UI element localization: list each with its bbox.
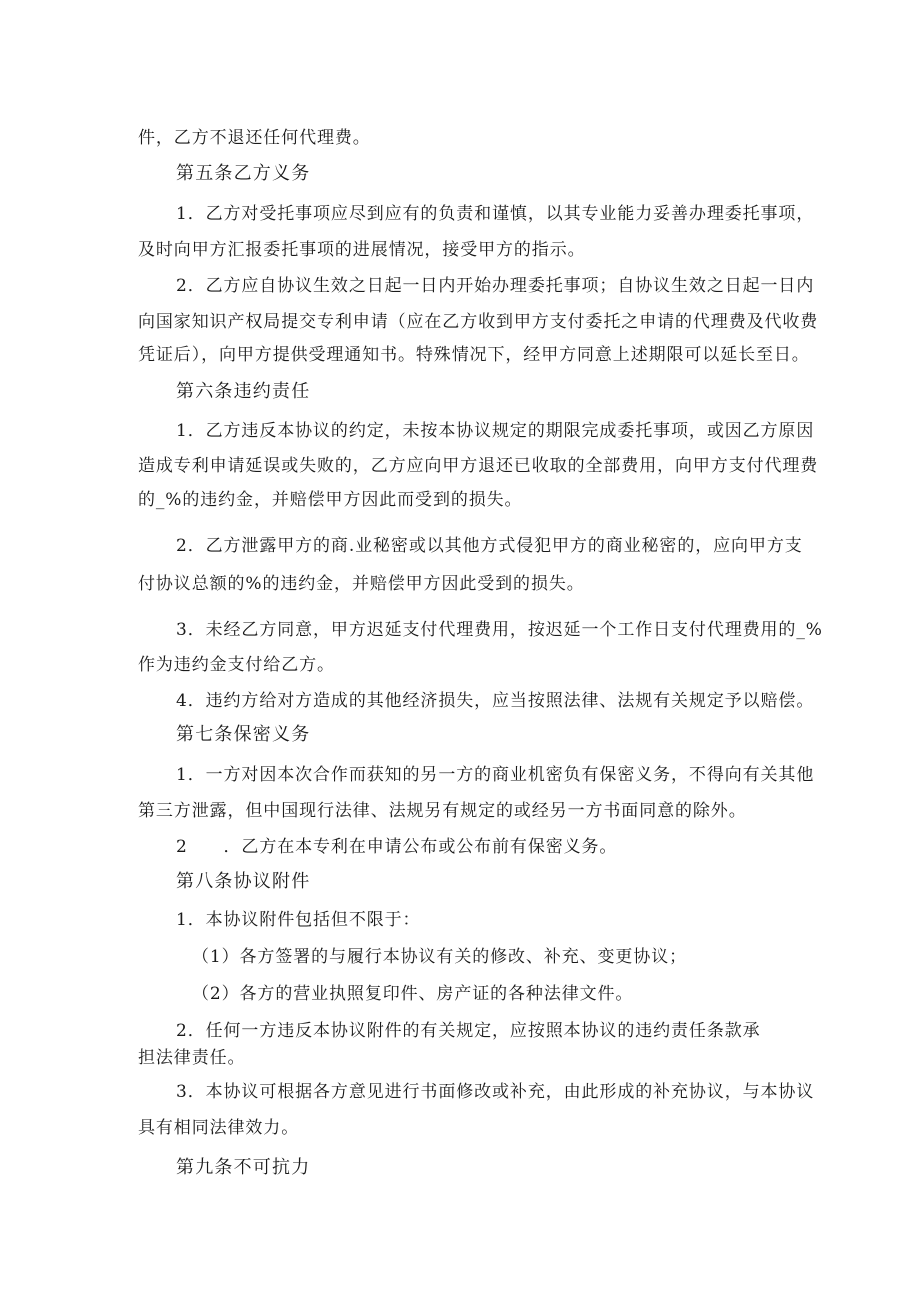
text-line: 1．一方对因本次合作而获知的另一方的商业机密负有保密义务，不得向有关其他 [176,765,815,785]
text-line: 付协议总额的%的违约金，并赔偿甲方因此受到的损失。 [138,574,585,594]
section-heading-7: 第七条保密义务 [176,724,311,745]
section-heading-8: 第八条协议附件 [176,871,311,892]
text-line: 件，乙方不退还任何代理费。 [138,128,371,148]
text-line: 2．乙方泄露甲方的商.业秘密或以其他方式侵犯甲方的商业秘密的，应向甲方支 [176,536,803,556]
text-line: 的_%的违约金，并赔偿甲方因此而受到的损失。 [138,490,523,510]
section-heading-6: 第六条违约责任 [176,381,311,402]
text-line: 2 ．乙方在本专利在申请公布或公布前有保密义务。 [176,837,618,857]
list-item: （1）各方签署的与履行本协议有关的修改、补充、变更协议； [192,947,688,967]
text-line: 凭证后），向甲方提供受理通知书。特殊情况下，经甲方同意上述期限可以延长至日。 [138,345,810,365]
text-line: 及时向甲方汇报委托事项的进展情况，接受甲方的指示。 [138,240,586,260]
text-line: 3．未经乙方同意，甲方迟延支付代理费用，按迟延一个工作日支付代理费用的_% [176,620,823,640]
text-line: 作为违约金支付给乙方。 [138,655,335,675]
text-line: 1．乙方对受托事项应尽到应有的负责和谨慎，以其专业能力妥善办理委托事项， [176,204,815,224]
text-line: 2．乙方应自协议生效之日起一日内开始办理委托事项；自协议生效之日起一日内 [176,276,815,296]
section-heading-5: 第五条乙方义务 [176,163,311,184]
text-line: 造成专利申请延误或失败的，乙方应向甲方退还已收取的全部费用，向甲方支付代理费 [138,456,819,476]
text-line: 4．违约方给对方造成的其他经济损失，应当按照法律、法规有关规定予以赔偿。 [176,691,815,711]
text-line: 1．乙方违反本协议的约定，未按本协议规定的期限完成委托事项，或因乙方原因 [176,421,815,441]
text-line: 3．本协议可根据各方意见进行书面修改或补充，由此形成的补充协议，与本协议 [176,1082,815,1102]
section-heading-9: 第九条不可抗力 [176,1157,311,1178]
text-line: 第三方泄露，但中国现行法律、法规另有规定的或经另一方书面同意的除外。 [138,801,747,821]
text-line: 2．任何一方违反本协议附件的有关规定，应按照本协议的违约责任条款承 [176,1021,761,1041]
list-item: （2）各方的营业执照复印件、房产证的各种法律文件。 [192,984,634,1004]
text-line: 1．本协议附件包括但不限于： [176,910,421,930]
text-line: 担法律责任。 [138,1048,246,1068]
text-line: 具有相同法律效力。 [138,1118,300,1138]
text-line: 向国家知识产权局提交专利申请（应在乙方收到甲方支付委托之申请的代理费及代收费 [138,312,819,332]
